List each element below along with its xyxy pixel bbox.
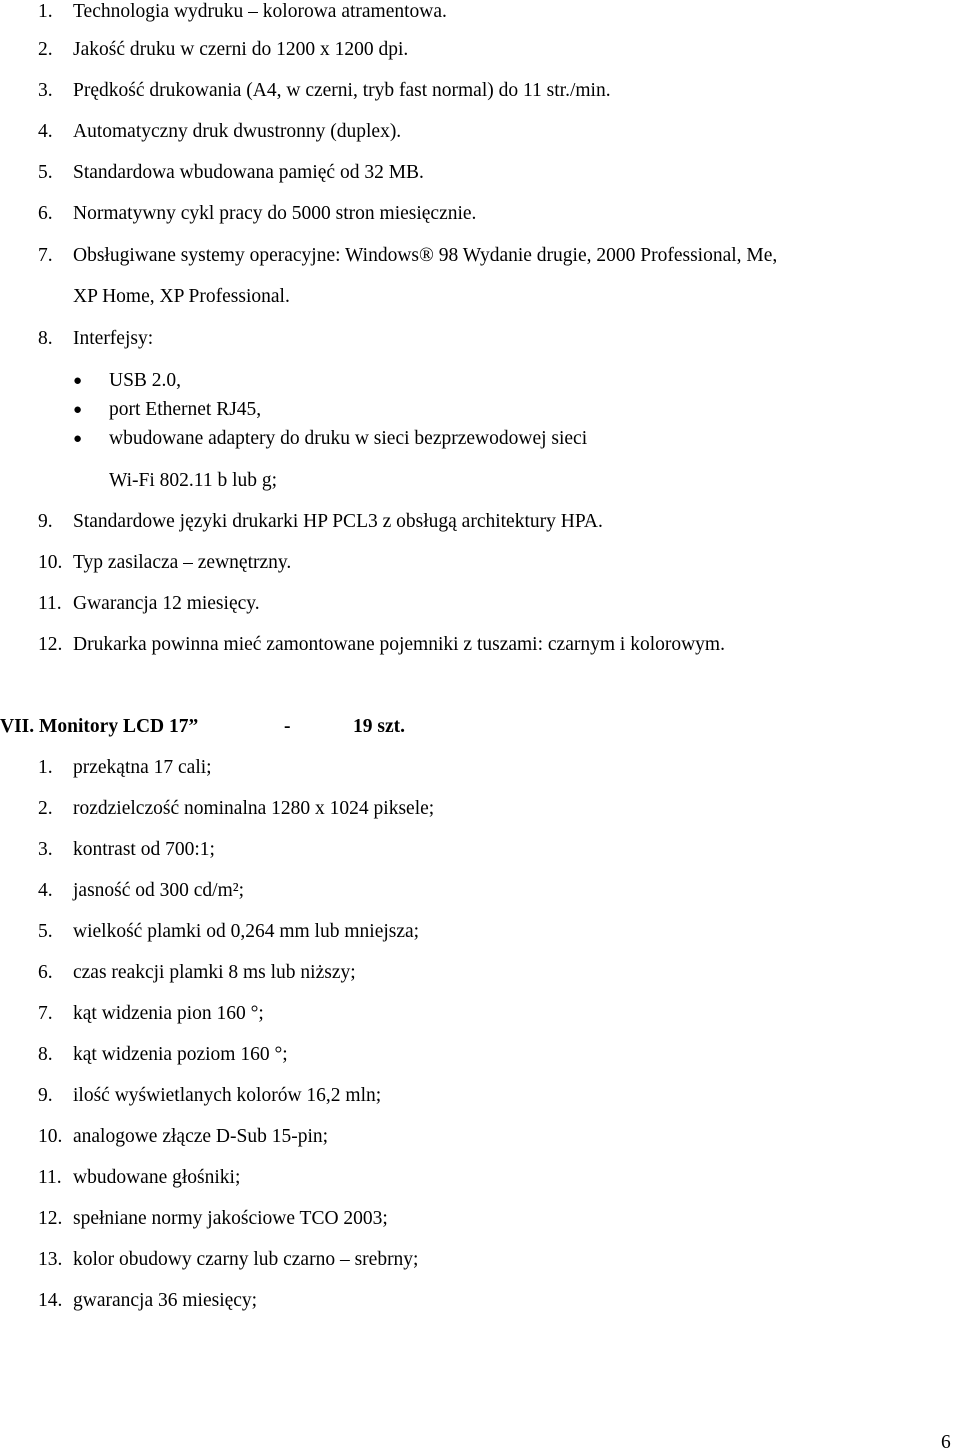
item-number: 7.: [38, 245, 53, 266]
item-number: 9.: [38, 1085, 53, 1106]
item-text: gwarancja 36 miesięcy;: [73, 1290, 258, 1311]
item-number: 6.: [38, 203, 53, 224]
item-number: 3.: [38, 839, 53, 860]
item-number: 2.: [38, 39, 53, 60]
item-text: wielkość plamki od 0,264 mm lub mniejsza;: [73, 921, 420, 942]
item-number: 12.: [38, 634, 63, 655]
item-number: 8.: [38, 328, 53, 349]
bullet-icon: ●: [73, 402, 83, 418]
bullet-icon: ●: [73, 373, 83, 389]
item-number: 9.: [38, 511, 53, 532]
item-text: czas reakcji plamki 8 ms lub niższy;: [73, 962, 356, 983]
item-text: Standardowe języki drukarki HP PCL3 z obsługą architektury HPA.: [73, 511, 603, 532]
item-text: rozdzielczość nominalna 1280 x 1024 piksele;: [73, 798, 435, 819]
item-number: 12.: [38, 1208, 63, 1229]
section-heading-title: VII. Monitory LCD 17”: [0, 716, 199, 737]
item-text: jasność od 300 cd/m²;: [73, 880, 245, 901]
item-number: 5.: [38, 921, 53, 942]
item-text: ilość wyświetlanych kolorów 16,2 mln;: [73, 1085, 382, 1106]
item-text: Technologia wydruku – kolorowa atramentowa.: [73, 1, 447, 22]
item-number: 4.: [38, 121, 53, 142]
item-text-continuation: XP Home, XP Professional.: [73, 286, 290, 307]
item-number: 4.: [38, 880, 53, 901]
item-number: 14.: [38, 1290, 63, 1311]
item-number: 11.: [38, 1167, 62, 1188]
item-number: 8.: [38, 1044, 53, 1065]
item-text: Gwarancja 12 miesięcy.: [73, 593, 260, 614]
item-text: kąt widzenia poziom 160 °;: [73, 1044, 288, 1065]
item-number: 6.: [38, 962, 53, 983]
item-text: Prędkość drukowania (A4, w czerni, tryb fast normal) do 11 str./min.: [73, 80, 611, 101]
item-text: spełniane normy jakościowe TCO 2003;: [73, 1208, 388, 1229]
page-number: 6: [941, 1432, 951, 1453]
bullet-text: wbudowane adaptery do druku w sieci bezprzewodowej sieci: [109, 428, 588, 449]
item-number: 1.: [38, 757, 53, 778]
item-text: Obsługiwane systemy operacyjne: Windows® 98 Wydanie drugie, 2000 Professional, Me,: [73, 245, 778, 266]
item-text: Standardowa wbudowana pamięć od 32 MB.: [73, 162, 424, 183]
item-number: 1.: [38, 1, 53, 22]
item-text: kontrast od 700:1;: [73, 839, 215, 860]
item-text: wbudowane głośniki;: [73, 1167, 241, 1188]
bullet-text: port Ethernet RJ45,: [109, 399, 262, 420]
item-text: kolor obudowy czarny lub czarno – srebrny;: [73, 1249, 419, 1270]
item-text: Automatyczny druk dwustronny (duplex).: [73, 121, 402, 142]
item-number: 5.: [38, 162, 53, 183]
item-text: Interfejsy:: [73, 328, 154, 349]
item-number: 7.: [38, 1003, 53, 1024]
quantity-text: 19 szt.: [353, 716, 405, 737]
item-number: 13.: [38, 1249, 63, 1270]
bullet-text: USB 2.0,: [109, 370, 182, 391]
bullet-icon: ●: [73, 431, 83, 447]
item-number: 3.: [38, 80, 53, 101]
dash-text: -: [284, 716, 291, 737]
item-text: Typ zasilacza – zewnętrzny.: [73, 552, 292, 573]
item-text: Normatywny cykl pracy do 5000 stron miesięcznie.: [73, 203, 477, 224]
item-number: 11.: [38, 593, 62, 614]
item-text: kąt widzenia pion 160 °;: [73, 1003, 264, 1024]
item-text: Drukarka powinna mieć zamontowane pojemniki z tuszami: czarnym i kolorowym.: [73, 634, 725, 655]
item-text: analogowe złącze D-Sub 15-pin;: [73, 1126, 329, 1147]
bullet-text-continuation: Wi-Fi 802.11 b lub g;: [109, 470, 278, 491]
item-text: Jakość druku w czerni do 1200 x 1200 dpi.: [73, 39, 409, 60]
item-number: 10.: [38, 552, 63, 573]
item-number: 2.: [38, 798, 53, 819]
item-number: 10.: [38, 1126, 63, 1147]
item-text: przekątna 17 cali;: [73, 757, 212, 778]
